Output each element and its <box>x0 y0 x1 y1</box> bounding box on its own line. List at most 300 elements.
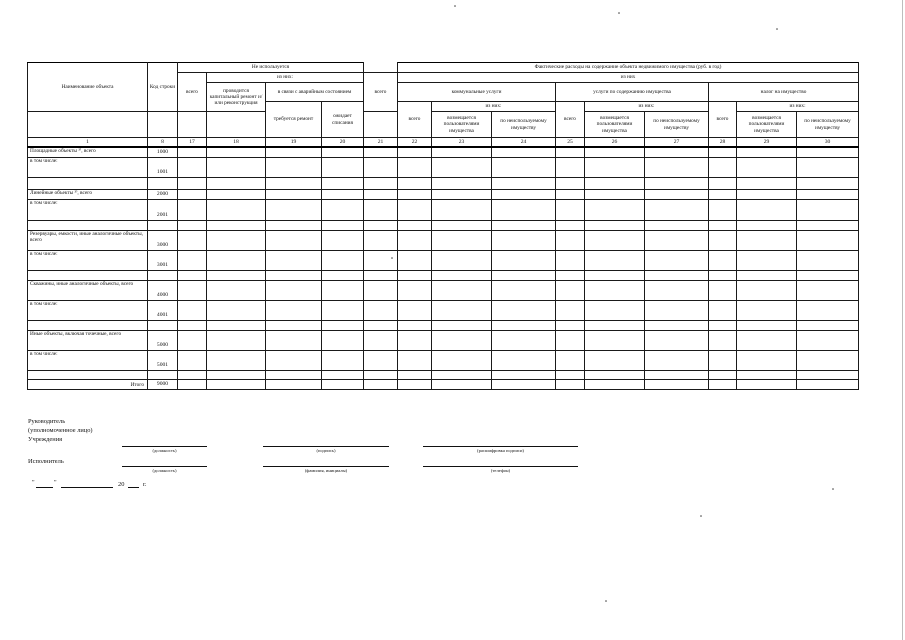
value-cell <box>585 199 645 220</box>
value-cell <box>492 157 556 177</box>
value-cell <box>364 350 398 370</box>
value-cell <box>737 320 797 330</box>
value-cell <box>207 370 266 379</box>
value-cell <box>432 199 492 220</box>
value-cell <box>266 300 322 320</box>
value-cell <box>322 370 364 379</box>
value-cell <box>645 330 709 350</box>
value-cell <box>737 157 797 177</box>
value-cell <box>207 350 266 370</box>
value-cell <box>556 379 585 389</box>
value-cell <box>266 350 322 370</box>
value-cell <box>432 370 492 379</box>
date-month-line <box>61 487 113 488</box>
row-code: 5000 <box>148 330 178 350</box>
value-cell <box>556 280 585 300</box>
value-cell <box>178 220 207 230</box>
value-cell <box>432 157 492 177</box>
header-utilities-total: всего <box>398 102 432 138</box>
header-total-cont <box>178 112 207 138</box>
value-cell <box>398 270 432 280</box>
head-label: Руководитель <box>28 418 66 425</box>
value-cell <box>432 350 492 370</box>
value-cell <box>585 350 645 370</box>
date-close-quote: " <box>54 479 57 486</box>
row-label: Скважины, иные аналогичные объекты, всего <box>28 280 148 300</box>
value-cell <box>266 379 322 389</box>
value-cell <box>645 350 709 370</box>
value-cell <box>178 199 207 220</box>
value-cell <box>178 370 207 379</box>
value-cell <box>645 379 709 389</box>
value-cell <box>364 270 398 280</box>
value-cell <box>432 230 492 250</box>
row-code: 9000 <box>148 379 178 389</box>
table-row <box>28 350 859 370</box>
header-tax-of-them: из них: <box>737 102 859 112</box>
value-cell <box>178 350 207 370</box>
colnum-17: 17 <box>178 138 207 148</box>
table-row <box>28 199 859 220</box>
value-cell <box>737 199 797 220</box>
value-cell <box>492 270 556 280</box>
value-cell <box>266 220 322 230</box>
table-row <box>28 300 859 320</box>
value-cell <box>178 147 207 157</box>
value-cell <box>645 199 709 220</box>
row-label: в том числе: <box>28 157 148 177</box>
header-maintenance-reimbursed: возмещается пользователями имущества <box>585 112 645 138</box>
value-cell <box>737 270 797 280</box>
value-cell <box>585 230 645 250</box>
value-cell <box>556 330 585 350</box>
value-cell <box>322 157 364 177</box>
value-cell <box>797 370 859 379</box>
row-label: в том числе: <box>28 250 148 270</box>
value-cell <box>398 147 432 157</box>
value-cell <box>645 147 709 157</box>
value-cell <box>492 189 556 199</box>
value-cell <box>178 270 207 280</box>
value-cell <box>266 177 322 189</box>
value-cell <box>556 250 585 270</box>
value-cell <box>556 270 585 280</box>
value-cell <box>709 320 737 330</box>
value-cell <box>178 250 207 270</box>
value-cell <box>398 320 432 330</box>
total-label: Итого <box>28 379 148 389</box>
table-row <box>28 230 859 250</box>
value-cell <box>364 157 398 177</box>
scan-speck <box>618 12 620 14</box>
value-cell <box>709 230 737 250</box>
head-sub-label: (уполномоченное лицо) <box>28 427 93 434</box>
header-utilities-of-them: из них: <box>432 102 556 112</box>
header-maintenance-total: всего <box>556 102 585 138</box>
table-row <box>28 320 859 330</box>
value-cell <box>709 379 737 389</box>
value-cell <box>797 320 859 330</box>
date-year-line <box>128 487 139 488</box>
scan-speck <box>391 257 393 259</box>
row-code: 3000 <box>148 230 178 250</box>
value-cell <box>364 379 398 389</box>
value-cell <box>266 370 322 379</box>
row-label <box>28 220 148 230</box>
colnum-23: 23 <box>432 138 492 148</box>
header-maintenance: услуги по содержанию имущества <box>556 83 709 102</box>
value-cell <box>322 379 364 389</box>
value-cell <box>797 350 859 370</box>
header-maintenance-of-them: из них: <box>585 102 709 112</box>
value-cell <box>737 350 797 370</box>
value-cell <box>709 199 737 220</box>
value-cell <box>556 300 585 320</box>
value-cell <box>398 230 432 250</box>
value-cell <box>585 220 645 230</box>
executor-position-line <box>122 466 207 467</box>
colnum-26: 26 <box>585 138 645 148</box>
value-cell <box>709 147 737 157</box>
value-cell <box>492 350 556 370</box>
value-cell <box>709 330 737 350</box>
value-cell <box>207 199 266 220</box>
row-code <box>148 177 178 189</box>
scan-speck <box>776 28 778 30</box>
value-cell <box>645 157 709 177</box>
value-cell <box>432 270 492 280</box>
value-cell <box>737 220 797 230</box>
value-cell <box>585 280 645 300</box>
value-cell <box>585 270 645 280</box>
value-cell <box>322 199 364 220</box>
header-gap <box>364 63 398 73</box>
table-row <box>28 370 859 379</box>
value-cell <box>432 189 492 199</box>
value-cell <box>709 370 737 379</box>
decoding-caption: (расшифровка подписи) <box>477 448 524 453</box>
scan-speck <box>832 488 834 490</box>
value-cell <box>492 250 556 270</box>
value-cell <box>398 189 432 199</box>
value-cell <box>797 189 859 199</box>
value-cell <box>492 379 556 389</box>
value-cell <box>322 350 364 370</box>
row-code <box>148 270 178 280</box>
value-cell <box>322 220 364 230</box>
row-code <box>148 370 178 379</box>
scan-speck <box>700 515 702 517</box>
value-cell <box>207 280 266 300</box>
value-cell <box>266 147 322 157</box>
value-cell <box>556 320 585 330</box>
value-cell <box>178 177 207 189</box>
value-cell <box>797 300 859 320</box>
value-cell <box>364 300 398 320</box>
value-cell <box>709 189 737 199</box>
value-cell <box>556 370 585 379</box>
total-row <box>28 379 859 389</box>
value-cell <box>322 230 364 250</box>
value-cell <box>432 220 492 230</box>
row-label: Линейные объекты ³⁾, всего <box>28 189 148 199</box>
value-cell <box>322 250 364 270</box>
header-property-tax: налог на имущество <box>709 83 859 102</box>
value-cell <box>178 320 207 330</box>
table-row <box>28 220 859 230</box>
value-cell <box>492 370 556 379</box>
value-cell <box>266 230 322 250</box>
value-cell <box>266 157 322 177</box>
date-year-prefix: 20 <box>118 481 125 488</box>
value-cell <box>797 147 859 157</box>
value-cell <box>556 189 585 199</box>
institution-label: Учреждения <box>28 436 63 443</box>
executor-name-line <box>263 466 389 467</box>
header-tax-unused: по неиспользуемому имуществу <box>797 112 859 138</box>
value-cell <box>364 370 398 379</box>
value-cell <box>556 220 585 230</box>
value-cell <box>492 230 556 250</box>
value-cell <box>178 330 207 350</box>
value-cell <box>709 270 737 280</box>
colnum-30: 30 <box>797 138 859 148</box>
value-cell <box>207 250 266 270</box>
value-cell <box>737 230 797 250</box>
value-cell <box>492 280 556 300</box>
header-row-code: Код строки <box>148 63 178 112</box>
table-row <box>28 330 859 350</box>
value-cell <box>432 330 492 350</box>
table-row <box>28 250 859 270</box>
value-cell <box>585 147 645 157</box>
value-cell <box>797 330 859 350</box>
colnum-28: 28 <box>709 138 737 148</box>
value-cell <box>737 280 797 300</box>
value-cell <box>364 320 398 330</box>
value-cell <box>266 320 322 330</box>
value-cell <box>737 177 797 189</box>
scan-edge <box>902 0 903 640</box>
value-cell <box>207 330 266 350</box>
value-cell <box>207 270 266 280</box>
header-not-used-of-them: из них: <box>207 73 364 83</box>
colnum-21: 21 <box>364 138 398 148</box>
value-cell <box>645 320 709 330</box>
row-label <box>28 177 148 189</box>
table-row <box>28 157 859 177</box>
value-cell <box>322 177 364 189</box>
decoding-line <box>423 446 578 447</box>
value-cell <box>364 177 398 189</box>
value-cell <box>797 230 859 250</box>
value-cell <box>737 370 797 379</box>
value-cell <box>797 270 859 280</box>
value-cell <box>266 199 322 220</box>
value-cell <box>797 379 859 389</box>
value-cell <box>585 189 645 199</box>
table-row <box>28 147 859 157</box>
header-tax-reimbursed: возмещается пользователями имущества <box>737 112 797 138</box>
value-cell <box>709 250 737 270</box>
value-cell <box>709 350 737 370</box>
value-cell <box>207 189 266 199</box>
colnum-25: 25 <box>556 138 585 148</box>
row-label: в том числе: <box>28 199 148 220</box>
value-cell <box>492 320 556 330</box>
value-cell <box>797 220 859 230</box>
row-label <box>28 270 148 280</box>
header-row-1 <box>28 63 859 73</box>
position-caption: (должность) <box>152 448 177 453</box>
value-cell <box>398 280 432 300</box>
value-cell <box>737 300 797 320</box>
header-repair-cont <box>207 112 266 138</box>
value-cell <box>364 189 398 199</box>
value-cell <box>492 330 556 350</box>
value-cell <box>178 379 207 389</box>
colnum-27: 27 <box>645 138 709 148</box>
row-label: Иные объекты, включая точечные, всего <box>28 330 148 350</box>
value-cell <box>207 379 266 389</box>
header-not-used: Не используется <box>178 63 364 73</box>
row-code: 2000 <box>148 189 178 199</box>
value-cell <box>178 157 207 177</box>
row-code: 5001 <box>148 350 178 370</box>
value-cell <box>645 270 709 280</box>
value-cell <box>709 300 737 320</box>
value-cell <box>322 189 364 199</box>
value-cell <box>585 177 645 189</box>
value-cell <box>398 220 432 230</box>
property-costs-table <box>27 62 859 390</box>
value-cell <box>207 320 266 330</box>
value-cell <box>709 157 737 177</box>
header-code-cont <box>148 112 178 138</box>
value-cell <box>432 379 492 389</box>
value-cell <box>645 300 709 320</box>
header-needs-repair: требуется ремонт <box>266 102 322 138</box>
header-maintenance-unused: по неиспользуемому имуществу <box>645 112 709 138</box>
value-cell <box>364 230 398 250</box>
date-open-quote: " <box>32 479 35 486</box>
value-cell <box>737 379 797 389</box>
row-code: 2001 <box>148 199 178 220</box>
row-label <box>28 320 148 330</box>
value-cell <box>178 230 207 250</box>
value-cell <box>207 177 266 189</box>
signature-line <box>263 446 389 447</box>
column-numbers-row <box>28 138 859 148</box>
date-year-suffix: г. <box>143 481 147 488</box>
value-cell <box>398 199 432 220</box>
value-cell <box>364 250 398 270</box>
row-code <box>148 220 178 230</box>
value-cell <box>364 220 398 230</box>
header-emergency: в связи с аварийным состоянием <box>266 83 364 102</box>
value-cell <box>492 300 556 320</box>
header-capital-repair: проводится капитальный ремонт и/или реконструкция <box>207 83 266 112</box>
value-cell <box>585 330 645 350</box>
value-cell <box>709 280 737 300</box>
value-cell <box>645 370 709 379</box>
header-utilities-reimbursed: возмещается пользователями имущества <box>432 112 492 138</box>
value-cell <box>207 230 266 250</box>
value-cell <box>266 270 322 280</box>
value-cell <box>432 280 492 300</box>
table-row <box>28 189 859 199</box>
value-cell <box>585 250 645 270</box>
header-utilities: коммунальные услуги <box>398 83 556 102</box>
value-cell <box>322 300 364 320</box>
value-cell <box>266 189 322 199</box>
header-not-used-total: всего <box>178 73 207 112</box>
value-cell <box>398 177 432 189</box>
value-cell <box>556 350 585 370</box>
table-row <box>28 270 859 280</box>
table-row <box>28 177 859 189</box>
value-cell <box>322 280 364 300</box>
value-cell <box>556 199 585 220</box>
row-code: 4000 <box>148 280 178 300</box>
row-code <box>148 320 178 330</box>
row-label: в том числе: <box>28 300 148 320</box>
colnum-29: 29 <box>737 138 797 148</box>
header-actual-costs: Фактические расходы на содержание объекта недвижимого имущества (руб. в год) <box>398 63 859 73</box>
value-cell <box>266 280 322 300</box>
row-code: 1001 <box>148 157 178 177</box>
value-cell <box>364 280 398 300</box>
value-cell <box>178 189 207 199</box>
value-cell <box>797 280 859 300</box>
value-cell <box>322 270 364 280</box>
value-cell <box>364 147 398 157</box>
value-cell <box>645 230 709 250</box>
header-name-cont <box>28 112 148 138</box>
colnum-22: 22 <box>398 138 432 148</box>
value-cell <box>709 220 737 230</box>
value-cell <box>492 147 556 157</box>
row-label: в том числе: <box>28 350 148 370</box>
value-cell <box>709 177 737 189</box>
value-cell <box>585 320 645 330</box>
value-cell <box>797 177 859 189</box>
value-cell <box>178 280 207 300</box>
colnum-18: 18 <box>207 138 266 148</box>
value-cell <box>322 330 364 350</box>
executor-phone-caption: (телефон) <box>490 468 511 473</box>
value-cell <box>645 220 709 230</box>
value-cell <box>207 300 266 320</box>
value-cell <box>207 157 266 177</box>
row-code: 4001 <box>148 300 178 320</box>
value-cell <box>585 370 645 379</box>
date-day-line <box>36 487 53 488</box>
header-costs-total-cont <box>364 112 398 138</box>
value-cell <box>322 320 364 330</box>
value-cell <box>645 250 709 270</box>
value-cell <box>364 199 398 220</box>
value-cell <box>398 157 432 177</box>
value-cell <box>585 300 645 320</box>
value-cell <box>432 320 492 330</box>
value-cell <box>266 330 322 350</box>
value-cell <box>492 199 556 220</box>
row-label <box>28 370 148 379</box>
colnum-20: 20 <box>322 138 364 148</box>
value-cell <box>178 300 207 320</box>
header-awaits-writeoff: ожидает списания <box>322 102 364 138</box>
